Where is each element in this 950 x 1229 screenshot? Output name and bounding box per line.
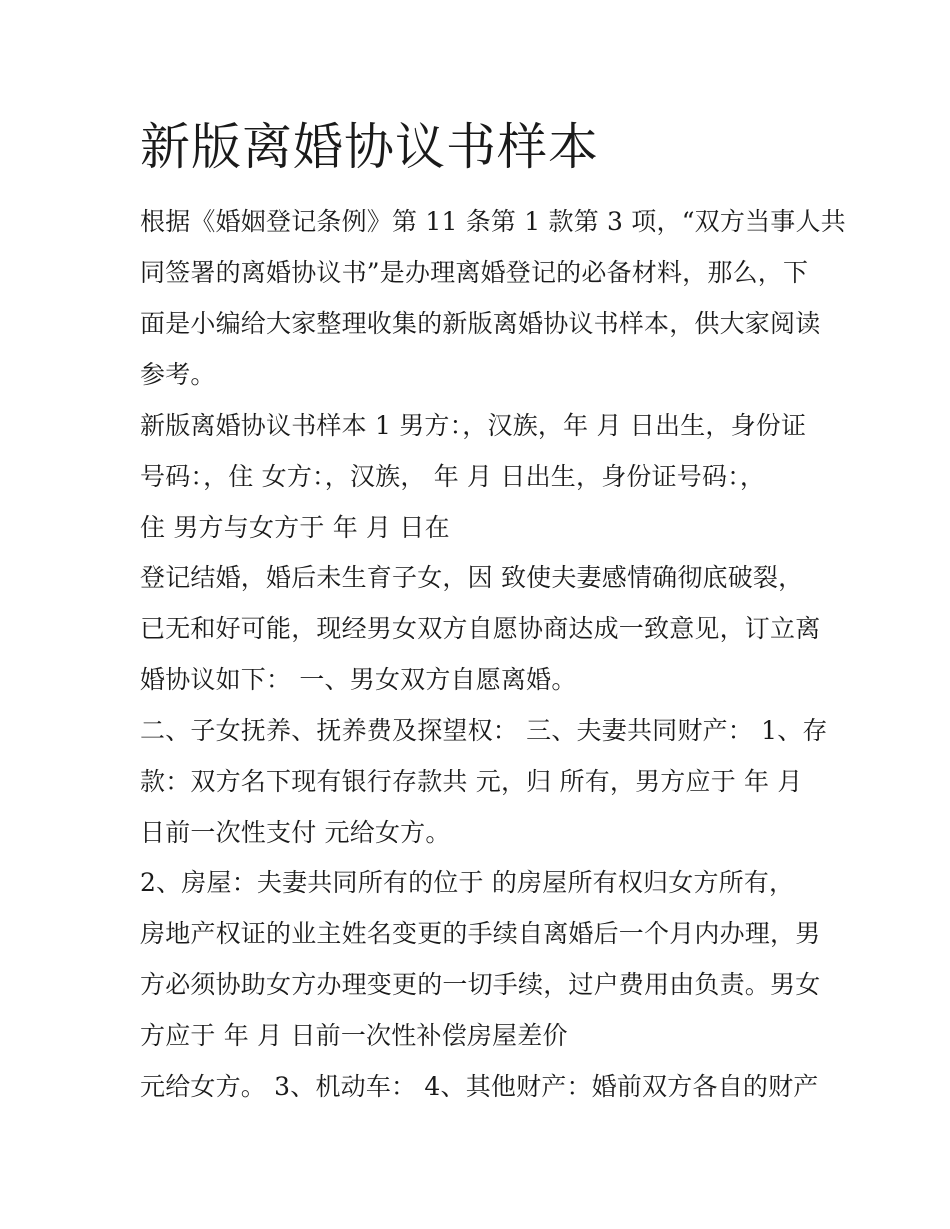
body-line: 元给女方。 3、机动车： 4、其他财产：婚前双方各自的财产 xyxy=(140,1072,819,1101)
body-line: 面是小编给大家整理收集的新版离婚协议书样本，供大家阅读 xyxy=(140,309,821,338)
body-line: 根据《婚姻登记条例》第 11 条第 1 款第 3 项，“双方当事人共 xyxy=(140,207,846,236)
body-line: 住 男方与女方于 年 月 日在 xyxy=(140,513,450,542)
body-line: 日前一次性支付 元给女方。 xyxy=(140,818,451,847)
body-line: 号码：，住 女方：，汉族， 年 月 日出生，身份证号码：， xyxy=(140,462,766,491)
body-line: 婚协议如下： 一、男女双方自愿离婚。 xyxy=(140,665,577,694)
body-line: 房地产权证的业主姓名变更的手续自离婚后一个月内办理，男 xyxy=(140,919,821,948)
document-title: 新版离婚协议书样本 xyxy=(140,118,599,176)
body-line: 新版离婚协议书样本 1 男方：，汉族，年 月 日出生，身份证 xyxy=(140,411,807,440)
body-line: 参考。 xyxy=(140,360,216,389)
body-line: 已无和好可能，现经男女双方自愿协商达成一致意见，订立离 xyxy=(140,614,821,643)
body-line: 方必须协助女方办理变更的一切手续，过户费用由负责。男女 xyxy=(140,970,821,999)
body-line: 二、子女抚养、抚养费及探望权： 三、夫妻共同财产： 1、存 xyxy=(140,716,828,745)
body-line: 2、房屋：夫妻共同所有的位于 的房屋所有权归女方所有， xyxy=(140,868,795,897)
body-line: 方应于 年 月 日前一次性补偿房屋差价 xyxy=(140,1021,568,1050)
body-line: 款：双方名下现有银行存款共 元，归 所有，男方应于 年 月 xyxy=(140,767,803,796)
body-line: 同签署的离婚协议书”是办理离婚登记的必备材料，那么，下 xyxy=(140,258,809,287)
body-line: 登记结婚，婚后未生育子女，因 致使夫妻感情确彻底破裂， xyxy=(140,563,804,592)
